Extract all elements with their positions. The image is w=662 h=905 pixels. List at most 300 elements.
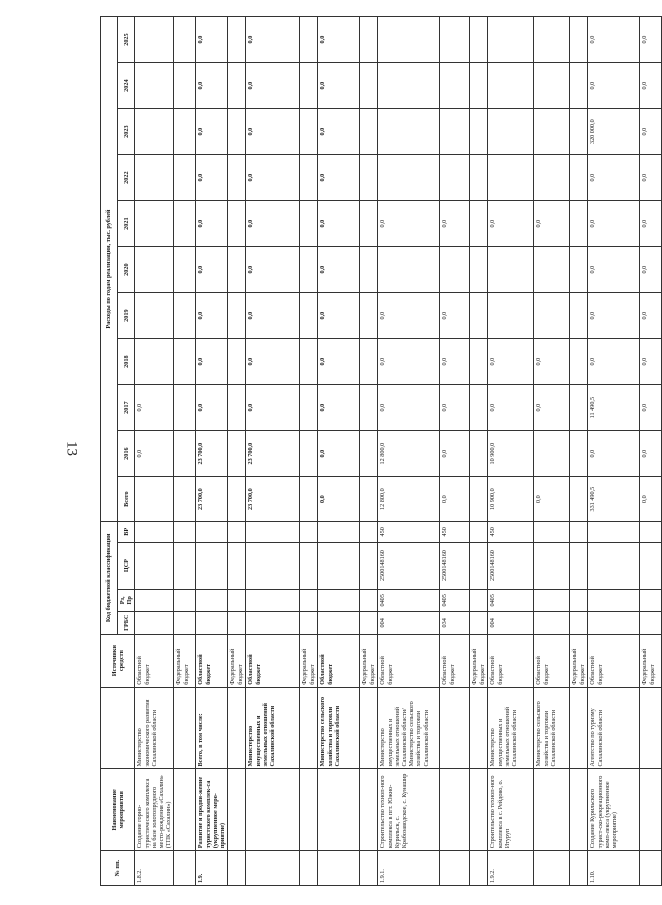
cell-value [228,63,246,109]
cell-value [570,109,588,155]
cell-value: 0,0 [440,431,470,477]
cell-grbs: 004 [488,612,534,634]
cell-value [360,109,378,155]
cell-value: 0,0 [640,339,662,385]
cell-name: Создание горно-туристического комплекса на базе золотопрудного место-рождения «Сахалин» (ТПК «Сахалин») [135,769,174,851]
cell-value [300,431,318,477]
cell-value: 0,0 [246,109,300,155]
cell-no [318,851,360,886]
cell-value [570,385,588,431]
cell-vr [570,522,588,542]
cell-value: 0,0 [246,247,300,293]
cell-rzpr [196,589,228,611]
cell-value [470,477,488,522]
cell-vr [470,522,488,542]
cell-value: 0,0 [640,385,662,431]
cell-name: Строительство техноп-ного комплекса в пгт. Южно-Курильск, с. Крабозаводское, с. Кунашир [378,769,440,851]
cell-value: 0,0 [318,201,360,247]
cell-csr [640,542,662,589]
cell-value: 0,0 [534,339,570,385]
cell-csr [588,542,640,589]
cell-no: 1.10. [588,851,640,886]
cell-value: 0,0 [534,385,570,431]
cell-value [440,17,470,63]
cell-value [470,109,488,155]
cell-value [534,247,570,293]
cell-value [440,109,470,155]
cell-value [300,63,318,109]
cell-executor [228,687,246,769]
cell-value: 0,0 [318,155,360,201]
cell-value [300,339,318,385]
cell-rzpr [228,589,246,611]
cell-value: 0,0 [440,201,470,247]
cell-value [360,201,378,247]
cell-grbs [570,612,588,634]
header-name: Наименование мероприятия [101,769,135,851]
cell-value [488,109,534,155]
cell-vr: 450 [378,522,440,542]
header-code: ГРБС [118,612,135,634]
cell-value [135,477,174,522]
cell-value: 0,0 [640,201,662,247]
header-year: 2020 [118,247,135,293]
cell-value: 0,0 [246,17,300,63]
cell-value: 0,0 [318,63,360,109]
cell-rzpr: 0405 [488,589,534,611]
cell-value [378,109,440,155]
cell-value [570,431,588,477]
cell-value: 0,0 [588,201,640,247]
cell-value: 12 800,0 [378,477,440,522]
cell-value: 0,0 [440,293,470,339]
header-year: 2023 [118,109,135,155]
cell-executor [300,687,318,769]
cell-value: 0,0 [318,109,360,155]
cell-source: Федеральный бюджет [360,634,378,687]
cell-value: 0,0 [488,339,534,385]
cell-value [470,247,488,293]
cell-value [360,477,378,522]
table-row [318,17,360,886]
cell-value [360,339,378,385]
cell-no [534,851,570,886]
cell-executor [440,687,470,769]
cell-value [135,63,174,109]
cell-value [300,385,318,431]
cell-value [300,201,318,247]
cell-value: 0,0 [246,155,300,201]
cell-csr [246,542,300,589]
cell-value [174,385,196,431]
cell-vr [300,522,318,542]
cell-value: 23 700,0 [196,477,228,522]
cell-grbs: 004 [378,612,440,634]
cell-value [570,155,588,201]
cell-grbs [534,612,570,634]
cell-value [228,477,246,522]
cell-source: Областной бюджет [534,634,570,687]
cell-rzpr [470,589,488,611]
header-code: ЦСР [118,542,135,589]
cell-value: 0,0 [196,109,228,155]
cell-value: 0,0 [246,293,300,339]
cell-no [246,851,300,886]
cell-value [534,17,570,63]
cell-source: Областной бюджет [246,634,300,687]
header-year: 2017 [118,385,135,431]
cell-name [534,769,570,851]
cell-value: 0,0 [440,477,470,522]
cell-csr: 2500148160 [378,542,440,589]
cell-value [300,477,318,522]
cell-value [228,431,246,477]
cell-rzpr [318,589,360,611]
cell-csr [570,542,588,589]
cell-no [570,851,588,886]
cell-source: Федеральный бюджет [228,634,246,687]
cell-vr [360,522,378,542]
cell-grbs [300,612,318,634]
cell-vr [228,522,246,542]
cell-value: 0,0 [196,385,228,431]
cell-value [360,293,378,339]
cell-value: 0,0 [588,293,640,339]
cell-value [488,17,534,63]
cell-value: 0,0 [588,247,640,293]
cell-vr [135,522,174,542]
cell-executor: Министерство имущественных и земельных отношений Сахалинской области [246,687,300,769]
cell-value [174,201,196,247]
cell-value [378,155,440,201]
cell-value: 0,0 [378,385,440,431]
cell-value: 12 800,0 [378,431,440,477]
cell-value: 0,0 [196,63,228,109]
cell-value [360,247,378,293]
cell-no [300,851,318,886]
table-row [196,17,228,886]
table-row [360,17,378,886]
cell-value [228,339,246,385]
cell-value [174,431,196,477]
cell-rzpr [534,589,570,611]
cell-vr [174,522,196,542]
cell-source: Областной бюджет [588,634,640,687]
page-number: 13 [63,441,80,456]
cell-value: 0,0 [588,17,640,63]
cell-name [360,769,378,851]
cell-value: 0,0 [640,109,662,155]
cell-csr [534,542,570,589]
table-row [246,17,300,886]
cell-no [174,851,196,886]
cell-csr: 2500148160 [488,542,534,589]
cell-no [640,851,662,886]
cell-rzpr [174,589,196,611]
cell-name [246,769,300,851]
cell-value [570,247,588,293]
table-row [588,17,640,886]
cell-executor: Министерство имущественных и земельных отношений Сахалинской области/Министерство сельского хозяйства и торговли Сахалинской области [378,687,440,769]
cell-value: 0,0 [246,201,300,247]
cell-csr [318,542,360,589]
header-executor [101,687,135,769]
cell-no [470,851,488,886]
cell-value [300,247,318,293]
cell-rzpr [135,589,174,611]
cell-value [570,293,588,339]
cell-value [135,201,174,247]
cell-value: 0,0 [588,155,640,201]
cell-value [228,247,246,293]
cell-rzpr [246,589,300,611]
cell-grbs [135,612,174,634]
cell-no: 1.9. [196,851,228,886]
cell-value: 331 490,5 [588,477,640,522]
cell-value [570,477,588,522]
cell-source: Федеральный бюджет [174,634,196,687]
cell-csr [135,542,174,589]
cell-grbs [174,612,196,634]
cell-value [228,201,246,247]
table-row [440,17,470,886]
header-source: Источники средств [101,634,135,687]
cell-value: 320 000,0 [588,109,640,155]
cell-value [470,431,488,477]
header-year: 2024 [118,63,135,109]
cell-value: 0,0 [135,431,174,477]
table-row [228,17,246,886]
cell-vr [246,522,300,542]
cell-grbs: 034 [440,612,470,634]
cell-value: 0,0 [196,293,228,339]
table-row [534,17,570,886]
cell-vr: 450 [488,522,534,542]
header-year: 2018 [118,339,135,385]
cell-grbs [228,612,246,634]
cell-value: 0,0 [318,247,360,293]
table-row [470,17,488,886]
cell-source: Областной бюджет [135,634,174,687]
cell-executor [640,687,662,769]
cell-value [135,109,174,155]
cell-csr: 2500148160 [440,542,470,589]
cell-csr [174,542,196,589]
rotated-table-wrapper [100,16,656,886]
cell-value: 0,0 [135,385,174,431]
table-row [300,17,318,886]
cell-name [640,769,662,851]
cell-vr [588,522,640,542]
cell-vr [640,522,662,542]
cell-value [470,339,488,385]
cell-value [135,155,174,201]
cell-csr [300,542,318,589]
cell-value: 0,0 [246,63,300,109]
cell-source: Федеральный бюджет [300,634,318,687]
table-row [378,17,440,886]
cell-vr: 450 [440,522,470,542]
cell-grbs [360,612,378,634]
cell-vr [318,522,360,542]
header-budget-class: Код бюджетной классификации [101,522,118,634]
table-row [135,17,174,886]
cell-value: 23 700,0 [246,477,300,522]
cell-value: 23 700,0 [196,431,228,477]
cell-value [135,247,174,293]
cell-value: 10 900,0 [488,477,534,522]
cell-value [470,201,488,247]
cell-value [534,293,570,339]
cell-value: 0,0 [488,201,534,247]
cell-name: Создание Курильского турист-ско-рекреационного комп-лекса (укрупненное мероприятие) [588,769,640,851]
cell-value [228,109,246,155]
cell-value: 0,0 [488,385,534,431]
cell-value [228,155,246,201]
cell-rzpr [640,589,662,611]
cell-value: 0,0 [196,247,228,293]
cell-source: Областной бюджет [318,634,360,687]
budget-table [100,16,662,886]
cell-value [174,17,196,63]
cell-value [300,109,318,155]
cell-value [534,431,570,477]
header-expenses: Расходы по годам реализации, тыс. рублей [101,17,118,522]
table-row [640,17,662,886]
cell-rzpr [360,589,378,611]
cell-value [174,339,196,385]
cell-value: 0,0 [378,201,440,247]
cell-rzpr: 0405 [440,589,470,611]
table-row [570,17,588,886]
cell-value: 0,0 [196,339,228,385]
cell-value: 0,0 [318,339,360,385]
cell-value [570,339,588,385]
cell-value: 0,0 [640,247,662,293]
cell-name: Строительство техноп-ного комплекса в с. Рейдово, о. Итуруп [488,769,534,851]
cell-value [488,63,534,109]
cell-value [534,155,570,201]
cell-value [135,17,174,63]
cell-value [360,431,378,477]
table-row [488,17,534,886]
cell-value: 0,0 [318,477,360,522]
cell-source: Областной бюджет [440,634,470,687]
cell-value [174,109,196,155]
cell-value [470,63,488,109]
header-year: 2025 [118,17,135,63]
cell-no: 1.8.2. [135,851,174,886]
cell-value: 0,0 [378,293,440,339]
cell-source: Областной бюджет [488,634,534,687]
cell-executor: Министерство сельского хозяйства и торговли Сахалинской области [534,687,570,769]
cell-executor: Министерство экономического развития Сахалинской области [135,687,174,769]
cell-value [174,477,196,522]
cell-executor: Министерство сельского хозяйства и торговли Сахалинской области [318,687,360,769]
header-code: Рз, Пр [118,589,135,611]
header-year: 2021 [118,201,135,247]
cell-value: 0,0 [440,339,470,385]
cell-value [135,339,174,385]
cell-value [360,385,378,431]
cell-value: 23 700,0 [246,431,300,477]
cell-value: 0,0 [640,293,662,339]
cell-value [488,293,534,339]
cell-name [570,769,588,851]
cell-value [570,17,588,63]
cell-source: Областной бюджет [196,634,228,687]
cell-csr [228,542,246,589]
cell-value: 0,0 [588,63,640,109]
cell-value: 0,0 [196,155,228,201]
header-code: ВР [118,522,135,542]
cell-value [534,63,570,109]
cell-value: 0,0 [640,477,662,522]
cell-grbs [470,612,488,634]
cell-no [228,851,246,886]
cell-value [378,17,440,63]
cell-name [300,769,318,851]
cell-value: 0,0 [640,17,662,63]
cell-value: 0,0 [196,201,228,247]
cell-value [570,201,588,247]
cell-source: Федеральный бюджет [640,634,662,687]
cell-value [470,155,488,201]
cell-value [300,17,318,63]
header-year: 2019 [118,293,135,339]
cell-csr [470,542,488,589]
cell-value: 0,0 [588,431,640,477]
cell-rzpr [300,589,318,611]
cell-value [378,247,440,293]
cell-no: 1.9.1. [378,851,440,886]
table-body [135,17,662,886]
cell-value [228,17,246,63]
cell-value [470,293,488,339]
cell-executor [570,687,588,769]
cell-name: Развитие и продви-жение туристского комплек-са (укрупненное меро-приятие) [196,769,228,851]
cell-no [440,851,470,886]
cell-executor: Министерство имущественных и земельных отношений Сахалинской области [488,687,534,769]
cell-value: 0,0 [588,339,640,385]
cell-value: 0,0 [378,339,440,385]
cell-value: 0,0 [246,339,300,385]
cell-value [534,109,570,155]
cell-value: 0,0 [318,431,360,477]
cell-value [228,293,246,339]
cell-value [300,293,318,339]
cell-value [570,63,588,109]
cell-csr [196,542,228,589]
cell-value: 0,0 [534,201,570,247]
cell-value [440,155,470,201]
cell-value [488,247,534,293]
cell-value [378,63,440,109]
cell-value: 0,0 [440,385,470,431]
cell-executor: Всего, в том числе: [196,687,228,769]
cell-value [228,385,246,431]
header-year: 2016 [118,431,135,477]
cell-executor [470,687,488,769]
cell-csr [360,542,378,589]
cell-source: Областной бюджет [378,634,440,687]
cell-value [174,63,196,109]
cell-value: 0,0 [640,63,662,109]
cell-grbs [246,612,300,634]
cell-value: 0,0 [318,17,360,63]
cell-value: 0,0 [640,155,662,201]
cell-rzpr [570,589,588,611]
